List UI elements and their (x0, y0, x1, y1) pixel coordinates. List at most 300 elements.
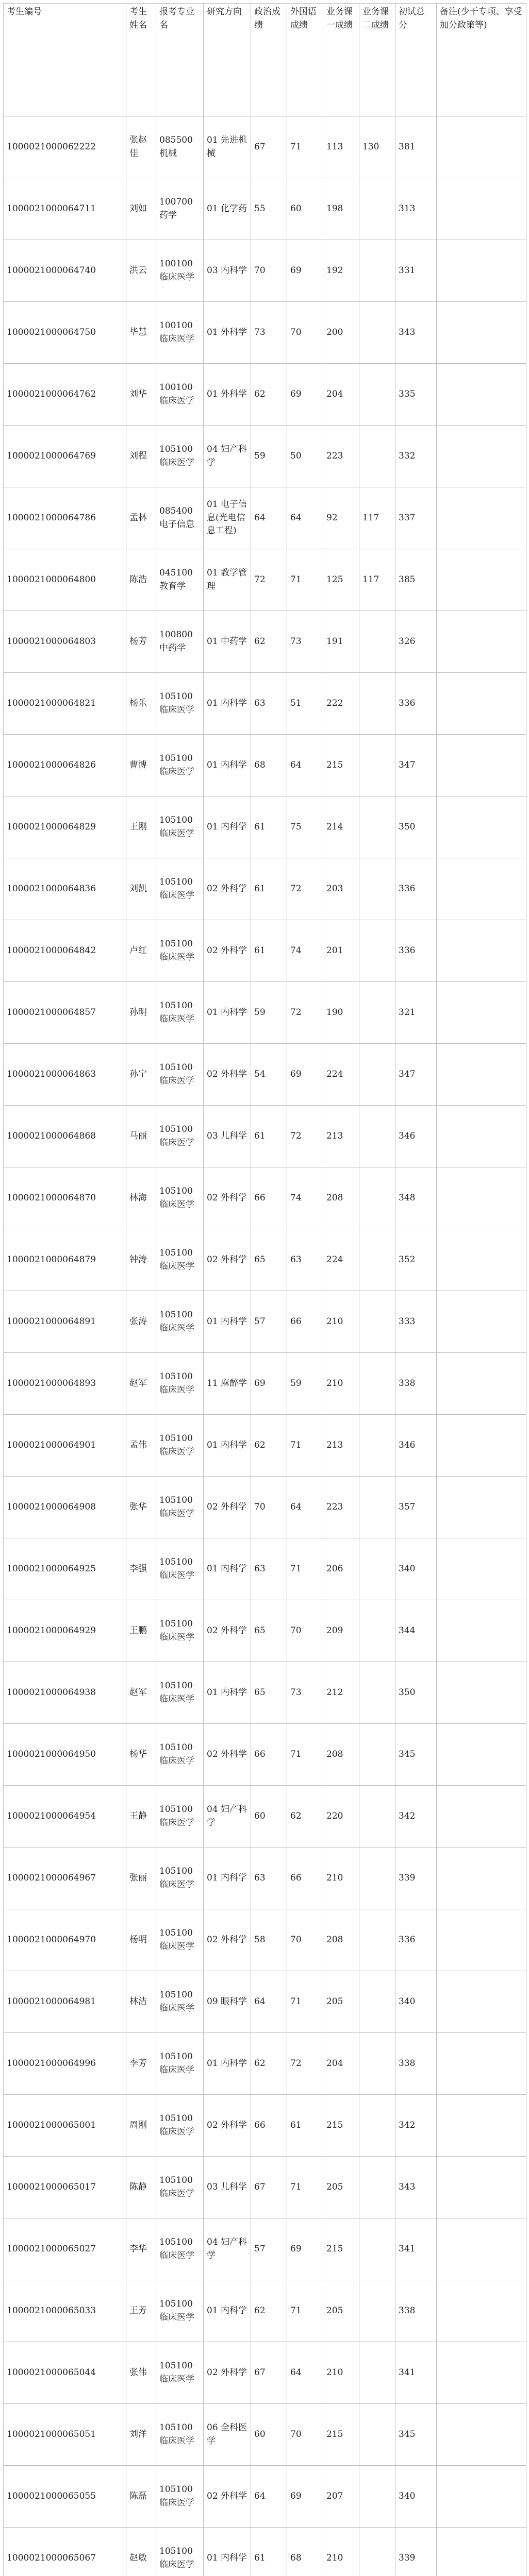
table-row (4, 549, 526, 611)
cell-exam-id: 1000021000064950 (4, 1724, 126, 1786)
cell-subject-1-score: 205 (323, 2280, 359, 2342)
cell-direction: 01 内科学 (204, 1415, 251, 1477)
cell-direction: 01 内科学 (204, 796, 251, 858)
cell-subject-1-score: 212 (323, 1662, 359, 1724)
cell-remarks (437, 1600, 526, 1662)
cell-subject-2-score (359, 240, 395, 302)
cell-subject-1-score: 222 (323, 673, 359, 735)
cell-politics-score: 62 (251, 364, 287, 426)
cell-foreign-language-score: 70 (287, 2404, 323, 2466)
cell-politics-score: 66 (251, 1167, 287, 1229)
cell-exam-id: 1000021000064826 (4, 735, 126, 796)
cell-direction: 01 内科学 (204, 1291, 251, 1353)
cell-remarks (437, 1229, 526, 1291)
cell-subject-2-score (359, 364, 395, 426)
table-row (4, 178, 526, 240)
cell-name: 周刚 (126, 2095, 156, 2157)
cell-total-score: 357 (395, 1477, 437, 1538)
cell-major: 105100 临床医学 (156, 2033, 204, 2095)
cell-subject-2-score (359, 2218, 395, 2280)
cell-total-score: 336 (395, 673, 437, 735)
cell-foreign-language-score: 66 (287, 1291, 323, 1353)
cell-politics-score: 61 (251, 858, 287, 920)
cell-subject-2-score (359, 2528, 395, 2576)
table-row (4, 796, 526, 858)
cell-politics-score: 61 (251, 1106, 287, 1167)
table-row (4, 364, 526, 426)
cell-name: 赵军 (126, 1353, 156, 1415)
cell-total-score: 385 (395, 549, 437, 611)
cell-total-score: 321 (395, 982, 437, 1044)
cell-politics-score: 63 (251, 1538, 287, 1600)
cell-remarks (437, 2404, 526, 2466)
cell-subject-2-score (359, 178, 395, 240)
cell-exam-id: 1000021000064762 (4, 364, 126, 426)
cell-remarks (437, 1662, 526, 1724)
cell-subject-2-score (359, 2095, 395, 2157)
cell-total-score: 347 (395, 735, 437, 796)
cell-name: 刘华 (126, 364, 156, 426)
cell-major: 105100 临床医学 (156, 1971, 204, 2033)
cell-foreign-language-score: 70 (287, 1600, 323, 1662)
cell-name: 陈磊 (126, 2466, 156, 2528)
cell-major: 100700 药学 (156, 178, 204, 240)
cell-politics-score: 57 (251, 1291, 287, 1353)
cell-politics-score: 63 (251, 673, 287, 735)
cell-politics-score: 67 (251, 2157, 287, 2218)
cell-major: 100100 临床医学 (156, 364, 204, 426)
cell-foreign-language-score: 70 (287, 1909, 323, 1971)
cell-foreign-language-score: 72 (287, 858, 323, 920)
cell-subject-2-score: 130 (359, 116, 395, 178)
cell-remarks (437, 920, 526, 982)
table-row (4, 426, 526, 487)
cell-politics-score: 59 (251, 426, 287, 487)
cell-politics-score: 64 (251, 1971, 287, 2033)
cell-foreign-language-score: 71 (287, 1724, 323, 1786)
cell-exam-id: 1000021000064868 (4, 1106, 126, 1167)
cell-total-score: 335 (395, 364, 437, 426)
cell-remarks (437, 1848, 526, 1909)
cell-exam-id: 1000021000064750 (4, 302, 126, 364)
cell-remarks (437, 1291, 526, 1353)
table-row (4, 1167, 526, 1229)
cell-total-score: 339 (395, 1848, 437, 1909)
cell-subject-2-score (359, 2280, 395, 2342)
cell-politics-score: 68 (251, 735, 287, 796)
cell-major: 105100 临床医学 (156, 2218, 204, 2280)
cell-exam-id: 1000021000064908 (4, 1477, 126, 1538)
cell-exam-id: 1000021000065044 (4, 2342, 126, 2404)
col-header-subject-1: 业务课一成绩 (323, 4, 359, 116)
cell-foreign-language-score: 71 (287, 2157, 323, 2218)
cell-politics-score: 64 (251, 2466, 287, 2528)
table-row (4, 1291, 526, 1353)
table-row (4, 1415, 526, 1477)
cell-remarks (437, 2218, 526, 2280)
cell-direction: 04 妇产科学 (204, 1786, 251, 1848)
cell-remarks (437, 302, 526, 364)
cell-subject-2-score (359, 302, 395, 364)
cell-remarks (437, 673, 526, 735)
table-row (4, 2528, 526, 2576)
cell-subject-1-score: 213 (323, 1415, 359, 1477)
cell-politics-score: 62 (251, 611, 287, 673)
cell-direction: 01 先进机械 (204, 116, 251, 178)
cell-subject-1-score: 215 (323, 735, 359, 796)
cell-subject-1-score: 208 (323, 1909, 359, 1971)
cell-subject-1-score: 203 (323, 858, 359, 920)
cell-subject-2-score (359, 858, 395, 920)
cell-direction: 02 外科学 (204, 1909, 251, 1971)
cell-major: 105100 临床医学 (156, 2157, 204, 2218)
cell-direction: 02 外科学 (204, 1044, 251, 1106)
cell-subject-1-score: 209 (323, 1600, 359, 1662)
cell-major: 105100 临床医学 (156, 673, 204, 735)
cell-subject-1-score: 208 (323, 1167, 359, 1229)
cell-exam-id: 1000021000065001 (4, 2095, 126, 2157)
cell-total-score: 331 (395, 240, 437, 302)
cell-subject-1-score: 214 (323, 796, 359, 858)
cell-major: 100100 临床医学 (156, 240, 204, 302)
cell-subject-1-score: 215 (323, 2095, 359, 2157)
cell-politics-score: 73 (251, 302, 287, 364)
col-header-name: 考生姓名 (126, 4, 156, 116)
cell-subject-1-score: 213 (323, 1106, 359, 1167)
cell-direction: 01 中药学 (204, 611, 251, 673)
cell-subject-1-score: 201 (323, 920, 359, 982)
cell-name: 陈静 (126, 2157, 156, 2218)
cell-major: 105100 临床医学 (156, 426, 204, 487)
cell-direction: 04 妇产科学 (204, 426, 251, 487)
cell-total-score: 341 (395, 2342, 437, 2404)
cell-subject-1-score: 208 (323, 1724, 359, 1786)
cell-politics-score: 65 (251, 1600, 287, 1662)
cell-remarks (437, 549, 526, 611)
cell-foreign-language-score: 62 (287, 1786, 323, 1848)
cell-direction: 03 内科学 (204, 240, 251, 302)
cell-exam-id: 1000021000065067 (4, 2528, 126, 2576)
cell-foreign-language-score: 59 (287, 1353, 323, 1415)
cell-remarks (437, 1167, 526, 1229)
cell-subject-2-score (359, 1971, 395, 2033)
cell-subject-2-score: 117 (359, 487, 395, 549)
cell-major: 105100 临床医学 (156, 1106, 204, 1167)
cell-politics-score: 70 (251, 1477, 287, 1538)
cell-exam-id: 1000021000062222 (4, 116, 126, 178)
cell-total-score: 381 (395, 116, 437, 178)
cell-name: 毕慧 (126, 302, 156, 364)
cell-foreign-language-score: 71 (287, 549, 323, 611)
cell-politics-score: 61 (251, 796, 287, 858)
table-row (4, 1909, 526, 1971)
cell-exam-id: 1000021000064967 (4, 1848, 126, 1909)
cell-politics-score: 65 (251, 1662, 287, 1724)
cell-major: 105100 临床医学 (156, 1848, 204, 1909)
cell-exam-id: 1000021000064981 (4, 1971, 126, 2033)
cell-remarks (437, 116, 526, 178)
col-header-remarks: 备注(少干专项、享受加分政策等) (437, 4, 526, 116)
cell-subject-1-score: 205 (323, 2157, 359, 2218)
cell-subject-2-score (359, 2466, 395, 2528)
table-row (4, 673, 526, 735)
cell-direction: 01 内科学 (204, 735, 251, 796)
cell-foreign-language-score: 73 (287, 1662, 323, 1724)
cell-politics-score: 69 (251, 1353, 287, 1415)
cell-subject-1-score: 224 (323, 1229, 359, 1291)
cell-exam-id: 1000021000064929 (4, 1600, 126, 1662)
cell-major: 105100 临床医学 (156, 2528, 204, 2576)
cell-major: 105100 临床医学 (156, 982, 204, 1044)
cell-foreign-language-score: 75 (287, 796, 323, 858)
cell-subject-2-score (359, 1229, 395, 1291)
cell-subject-1-score: 215 (323, 2404, 359, 2466)
cell-exam-id: 1000021000064863 (4, 1044, 126, 1106)
cell-politics-score: 60 (251, 2404, 287, 2466)
cell-name: 孟伟 (126, 1415, 156, 1477)
cell-foreign-language-score: 70 (287, 302, 323, 364)
cell-foreign-language-score: 71 (287, 1971, 323, 2033)
cell-total-score: 350 (395, 796, 437, 858)
cell-direction: 01 外科学 (204, 364, 251, 426)
cell-foreign-language-score: 73 (287, 611, 323, 673)
cell-subject-2-score (359, 1909, 395, 1971)
cell-total-score: 345 (395, 1724, 437, 1786)
cell-name: 张赵佳 (126, 116, 156, 178)
cell-exam-id: 1000021000064842 (4, 920, 126, 982)
cell-politics-score: 62 (251, 2280, 287, 2342)
cell-remarks (437, 426, 526, 487)
cell-foreign-language-score: 71 (287, 1415, 323, 1477)
cell-direction: 01 内科学 (204, 2528, 251, 2576)
cell-subject-2-score (359, 1291, 395, 1353)
cell-name: 林洁 (126, 1971, 156, 2033)
cell-exam-id: 1000021000064870 (4, 1167, 126, 1229)
table-header-row (4, 4, 526, 116)
cell-subject-2-score (359, 1786, 395, 1848)
cell-exam-id: 1000021000065055 (4, 2466, 126, 2528)
cell-total-score: 338 (395, 1353, 437, 1415)
cell-total-score: 346 (395, 1106, 437, 1167)
cell-remarks (437, 735, 526, 796)
cell-foreign-language-score: 71 (287, 2280, 323, 2342)
cell-direction: 02 外科学 (204, 858, 251, 920)
cell-politics-score: 64 (251, 487, 287, 549)
cell-remarks (437, 2466, 526, 2528)
cell-direction: 03 儿科学 (204, 1106, 251, 1167)
cell-foreign-language-score: 69 (287, 1044, 323, 1106)
cell-total-score: 338 (395, 2033, 437, 2095)
cell-subject-1-score: 210 (323, 2528, 359, 2576)
cell-direction: 01 内科学 (204, 1848, 251, 1909)
cell-subject-1-score: 190 (323, 982, 359, 1044)
cell-remarks (437, 1971, 526, 2033)
cell-major: 105100 临床医学 (156, 735, 204, 796)
cell-subject-1-score: 191 (323, 611, 359, 673)
table-row (4, 240, 526, 302)
cell-remarks (437, 2157, 526, 2218)
cell-remarks (437, 1724, 526, 1786)
table-row (4, 487, 526, 549)
cell-subject-1-score: 204 (323, 2033, 359, 2095)
cell-remarks (437, 2528, 526, 2576)
cell-remarks (437, 2095, 526, 2157)
cell-subject-2-score (359, 2157, 395, 2218)
cell-subject-2-score: 117 (359, 549, 395, 611)
cell-name: 孙宁 (126, 1044, 156, 1106)
table-row (4, 2095, 526, 2157)
table-row (4, 735, 526, 796)
cell-subject-1-score: 125 (323, 549, 359, 611)
cell-remarks (437, 1786, 526, 1848)
cell-subject-1-score: 223 (323, 426, 359, 487)
cell-direction: 02 外科学 (204, 1477, 251, 1538)
cell-subject-1-score: 207 (323, 2466, 359, 2528)
table-row (4, 2157, 526, 2218)
table-row (4, 302, 526, 364)
cell-remarks (437, 796, 526, 858)
cell-total-score: 340 (395, 2466, 437, 2528)
table-row (4, 1724, 526, 1786)
cell-exam-id: 1000021000064803 (4, 611, 126, 673)
cell-subject-1-score: 204 (323, 364, 359, 426)
cell-remarks (437, 1044, 526, 1106)
cell-subject-2-score (359, 611, 395, 673)
cell-subject-2-score (359, 1167, 395, 1229)
cell-name: 赵敏 (126, 2528, 156, 2576)
cell-major: 045100 教育学 (156, 549, 204, 611)
cell-remarks (437, 1415, 526, 1477)
cell-total-score: 342 (395, 1786, 437, 1848)
cell-subject-2-score (359, 920, 395, 982)
cell-subject-2-score (359, 1600, 395, 1662)
cell-subject-2-score (359, 1538, 395, 1600)
cell-direction: 02 外科学 (204, 1167, 251, 1229)
cell-subject-1-score: 215 (323, 2218, 359, 2280)
cell-subject-2-score (359, 1044, 395, 1106)
cell-direction: 02 外科学 (204, 1229, 251, 1291)
cell-total-score: 326 (395, 611, 437, 673)
cell-major: 105100 临床医学 (156, 1724, 204, 1786)
cell-total-score: 336 (395, 858, 437, 920)
cell-politics-score: 65 (251, 1229, 287, 1291)
cell-direction: 01 内科学 (204, 1662, 251, 1724)
cell-name: 马丽 (126, 1106, 156, 1167)
cell-major: 105100 临床医学 (156, 1415, 204, 1477)
cell-exam-id: 1000021000064996 (4, 2033, 126, 2095)
cell-remarks (437, 1477, 526, 1538)
cell-exam-id: 1000021000064800 (4, 549, 126, 611)
table-row (4, 2218, 526, 2280)
cell-remarks (437, 982, 526, 1044)
cell-remarks (437, 2342, 526, 2404)
cell-direction: 02 外科学 (204, 1600, 251, 1662)
cell-remarks (437, 1909, 526, 1971)
cell-subject-2-score (359, 673, 395, 735)
table-row (4, 858, 526, 920)
cell-politics-score: 66 (251, 2095, 287, 2157)
cell-total-score: 336 (395, 1909, 437, 1971)
cell-politics-score: 67 (251, 2342, 287, 2404)
table-row (4, 1600, 526, 1662)
cell-direction: 02 外科学 (204, 920, 251, 982)
cell-major: 105100 临床医学 (156, 858, 204, 920)
cell-remarks (437, 2033, 526, 2095)
cell-major: 105100 临床医学 (156, 1167, 204, 1229)
table-row (4, 1662, 526, 1724)
cell-total-score: 341 (395, 2218, 437, 2280)
col-header-major: 报考专业名 (156, 4, 204, 116)
cell-direction: 01 内科学 (204, 982, 251, 1044)
cell-total-score: 333 (395, 1291, 437, 1353)
cell-direction: 01 内科学 (204, 2280, 251, 2342)
cell-subject-1-score: 224 (323, 1044, 359, 1106)
cell-subject-2-score (359, 1477, 395, 1538)
cell-politics-score: 67 (251, 116, 287, 178)
cell-total-score: 342 (395, 2095, 437, 2157)
cell-name: 王芳 (126, 2280, 156, 2342)
cell-major: 105100 临床医学 (156, 2280, 204, 2342)
cell-subject-1-score: 210 (323, 1353, 359, 1415)
cell-exam-id: 1000021000065017 (4, 2157, 126, 2218)
cell-direction: 02 外科学 (204, 2466, 251, 2528)
cell-name: 杨芳 (126, 611, 156, 673)
cell-foreign-language-score: 64 (287, 2342, 323, 2404)
cell-foreign-language-score: 61 (287, 2095, 323, 2157)
cell-politics-score: 62 (251, 1415, 287, 1477)
cell-remarks (437, 1353, 526, 1415)
cell-remarks (437, 1106, 526, 1167)
cell-exam-id: 1000021000065051 (4, 2404, 126, 2466)
col-header-exam-id: 考生编号 (4, 4, 126, 116)
cell-name: 张伟 (126, 2342, 156, 2404)
cell-name: 李华 (126, 2218, 156, 2280)
cell-subject-1-score: 192 (323, 240, 359, 302)
cell-foreign-language-score: 64 (287, 1477, 323, 1538)
cell-remarks (437, 487, 526, 549)
cell-total-score: 346 (395, 1415, 437, 1477)
cell-exam-id: 1000021000064786 (4, 487, 126, 549)
cell-total-score: 340 (395, 1538, 437, 1600)
cell-major: 105100 临床医学 (156, 920, 204, 982)
cell-total-score: 336 (395, 920, 437, 982)
cell-foreign-language-score: 51 (287, 673, 323, 735)
table-row (4, 116, 526, 178)
cell-total-score: 340 (395, 1971, 437, 2033)
cell-total-score: 332 (395, 426, 437, 487)
cell-exam-id: 1000021000064954 (4, 1786, 126, 1848)
table-row (4, 1848, 526, 1909)
cell-foreign-language-score: 69 (287, 240, 323, 302)
cell-total-score: 338 (395, 2280, 437, 2342)
col-header-subject-2: 业务课二成绩 (359, 4, 395, 116)
cell-major: 100100 临床医学 (156, 302, 204, 364)
cell-foreign-language-score: 71 (287, 116, 323, 178)
cell-name: 曹博 (126, 735, 156, 796)
cell-subject-2-score (359, 2342, 395, 2404)
cell-name: 杨乐 (126, 673, 156, 735)
table-body (4, 116, 526, 2576)
table-row (4, 1229, 526, 1291)
cell-subject-2-score (359, 1415, 395, 1477)
cell-foreign-language-score: 69 (287, 364, 323, 426)
cell-major: 105100 临床医学 (156, 1600, 204, 1662)
cell-total-score: 343 (395, 2157, 437, 2218)
cell-subject-1-score: 205 (323, 1971, 359, 2033)
cell-exam-id: 1000021000064938 (4, 1662, 126, 1724)
cell-total-score: 350 (395, 1662, 437, 1724)
cell-name: 刘如 (126, 178, 156, 240)
